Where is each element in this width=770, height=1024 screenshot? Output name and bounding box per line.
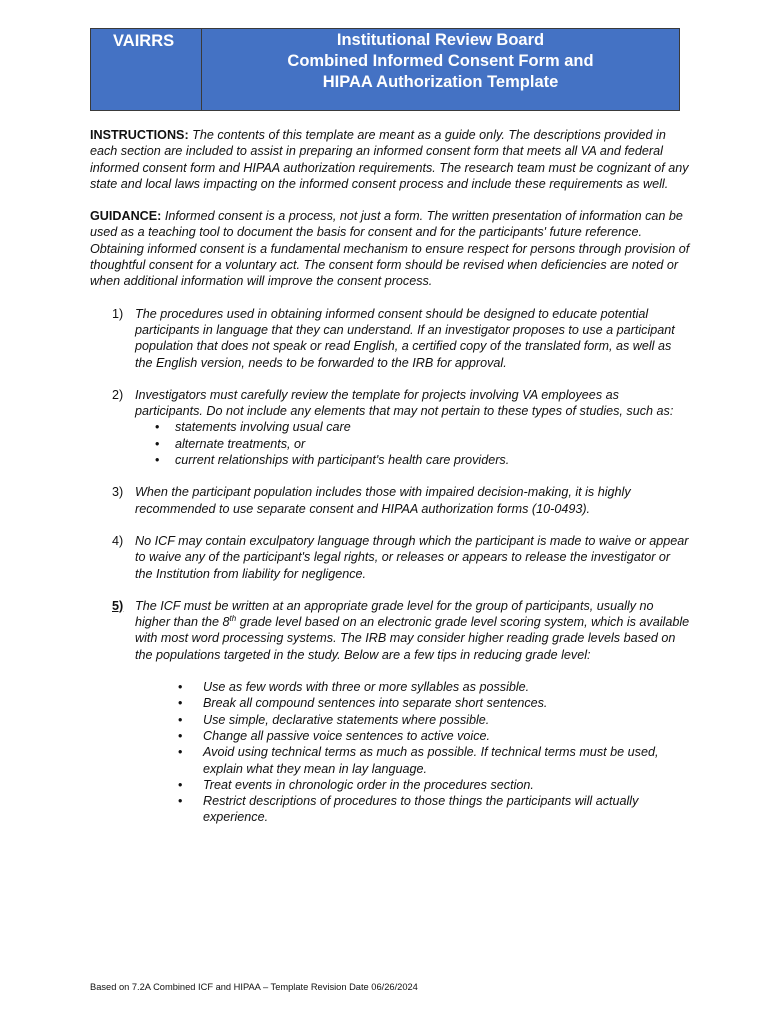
list-item	[90, 533, 690, 582]
list-item-text: The procedures used in obtaining informed consent should be designed to educate potential participants in language that they can understand. If an investigator proposes to use a participant population that does not speak or read English, a certified copy of the translated form, as well as the English version, needs to be forwarded to the IRB for approval.	[135, 306, 675, 370]
header-org-cell	[91, 29, 202, 110]
sub-bullet-list	[135, 419, 690, 468]
tip-item: • Treat events in chronologic order in the procedures section.	[135, 777, 690, 793]
list-item	[90, 387, 690, 468]
numbered-list	[90, 306, 690, 826]
tip-item: • Restrict descriptions of procedures to those things the participants will actually experience.	[135, 793, 690, 826]
guidance-paragraph	[90, 208, 690, 289]
title-line-1: Institutional Review Board	[336, 31, 545, 49]
title-line-2: Combined Informed Consent Form and	[287, 52, 594, 70]
list-number: 4)	[112, 533, 124, 548]
document-body	[90, 127, 690, 842]
header-title-cell	[202, 29, 679, 110]
instructions-text: The contents of this template are meant as a guide only. The descriptions provided in each section are included to assist in preparing an informed consent form that meets all VA and federal informed consent form and HIPAA authorization requirements. The research team must be cognizant of any state and local laws impacting on the informed consent process and include these requirements as well.	[90, 128, 689, 191]
list-number: 1)	[112, 306, 124, 321]
list-item-text	[135, 599, 689, 662]
instructions-label: INSTRUCTIONS:	[90, 128, 189, 142]
title-line-3: HIPAA Authorization Template	[322, 73, 559, 91]
guidance-label: GUIDANCE:	[90, 209, 162, 224]
header-table	[90, 28, 680, 111]
list-item	[90, 484, 690, 517]
list-number: 5)	[112, 598, 124, 613]
guidance-text: Informed consent is a process, not just a form. The written presentation of information can be used as a teaching tool to document the basis for consent and for the participants' future reference. Obtaining informed consent is a fundamental mechanism to ensure respect for persons through provision of thoughtful consent for a voluntary act. The consent form should be revised when deficiencies are noted or when additional information will improve the consent process.	[90, 209, 690, 289]
bullet-item: • alternate treatments, or	[135, 436, 690, 452]
list-item-text: When the participant population includes those with impaired decision-making, it is highly recommended to use separate consent and HIPAA authorization forms (10-0493).	[135, 485, 631, 516]
page-footer: Based on 7.2A Combined ICF and HIPAA – Template Revision Date 06/26/2024	[90, 982, 418, 992]
list-item	[90, 598, 690, 826]
tip-item: • Change all passive voice sentences to active voice.	[135, 728, 690, 744]
list-item	[90, 306, 690, 371]
instructions-paragraph	[90, 127, 690, 192]
grade-text-a: The ICF must be written at an appropriate grade level for the group of participants, usually no higher than the 8	[135, 598, 654, 630]
bullet-item: • current relationships with participant's health care providers.	[135, 452, 690, 468]
list-item-text: No ICF may contain exculpatory language through which the participant is made to waive or appear to waive any of the participant's legal rights, or releases or appears to release the investigator or the Institution from liability for negligence.	[135, 533, 689, 581]
grade-text-b: grade level based on an electronic grade level scoring system, which is available with most word processing systems. The IRB may consider higher reading grade levels based on the populations targeted in the study. Below are a few tips in reducing grade level:	[135, 615, 690, 662]
list-number: 3)	[112, 485, 124, 500]
list-number: 2)	[112, 387, 124, 402]
tip-item: • Use as few words with three or more syllables as possible.	[135, 679, 690, 695]
tip-item: • Avoid using technical terms as much as possible. If technical terms must be used, explain what they mean in lay language.	[135, 744, 690, 777]
tip-item: • Use simple, declarative statements where possible.	[135, 712, 690, 728]
list-item-text: Investigators must carefully review the template for projects involving VA employees as participants. Do not include any elements that may not pertain to these types of studies, such as:	[135, 387, 674, 419]
bullet-item: • statements involving usual care	[135, 419, 690, 435]
ordinal-suffix: th	[229, 613, 237, 623]
tips-bullet-list	[135, 679, 690, 826]
org-name: VAIRRS	[113, 32, 175, 50]
tip-item: • Break all compound sentences into separate short sentences.	[135, 695, 690, 711]
